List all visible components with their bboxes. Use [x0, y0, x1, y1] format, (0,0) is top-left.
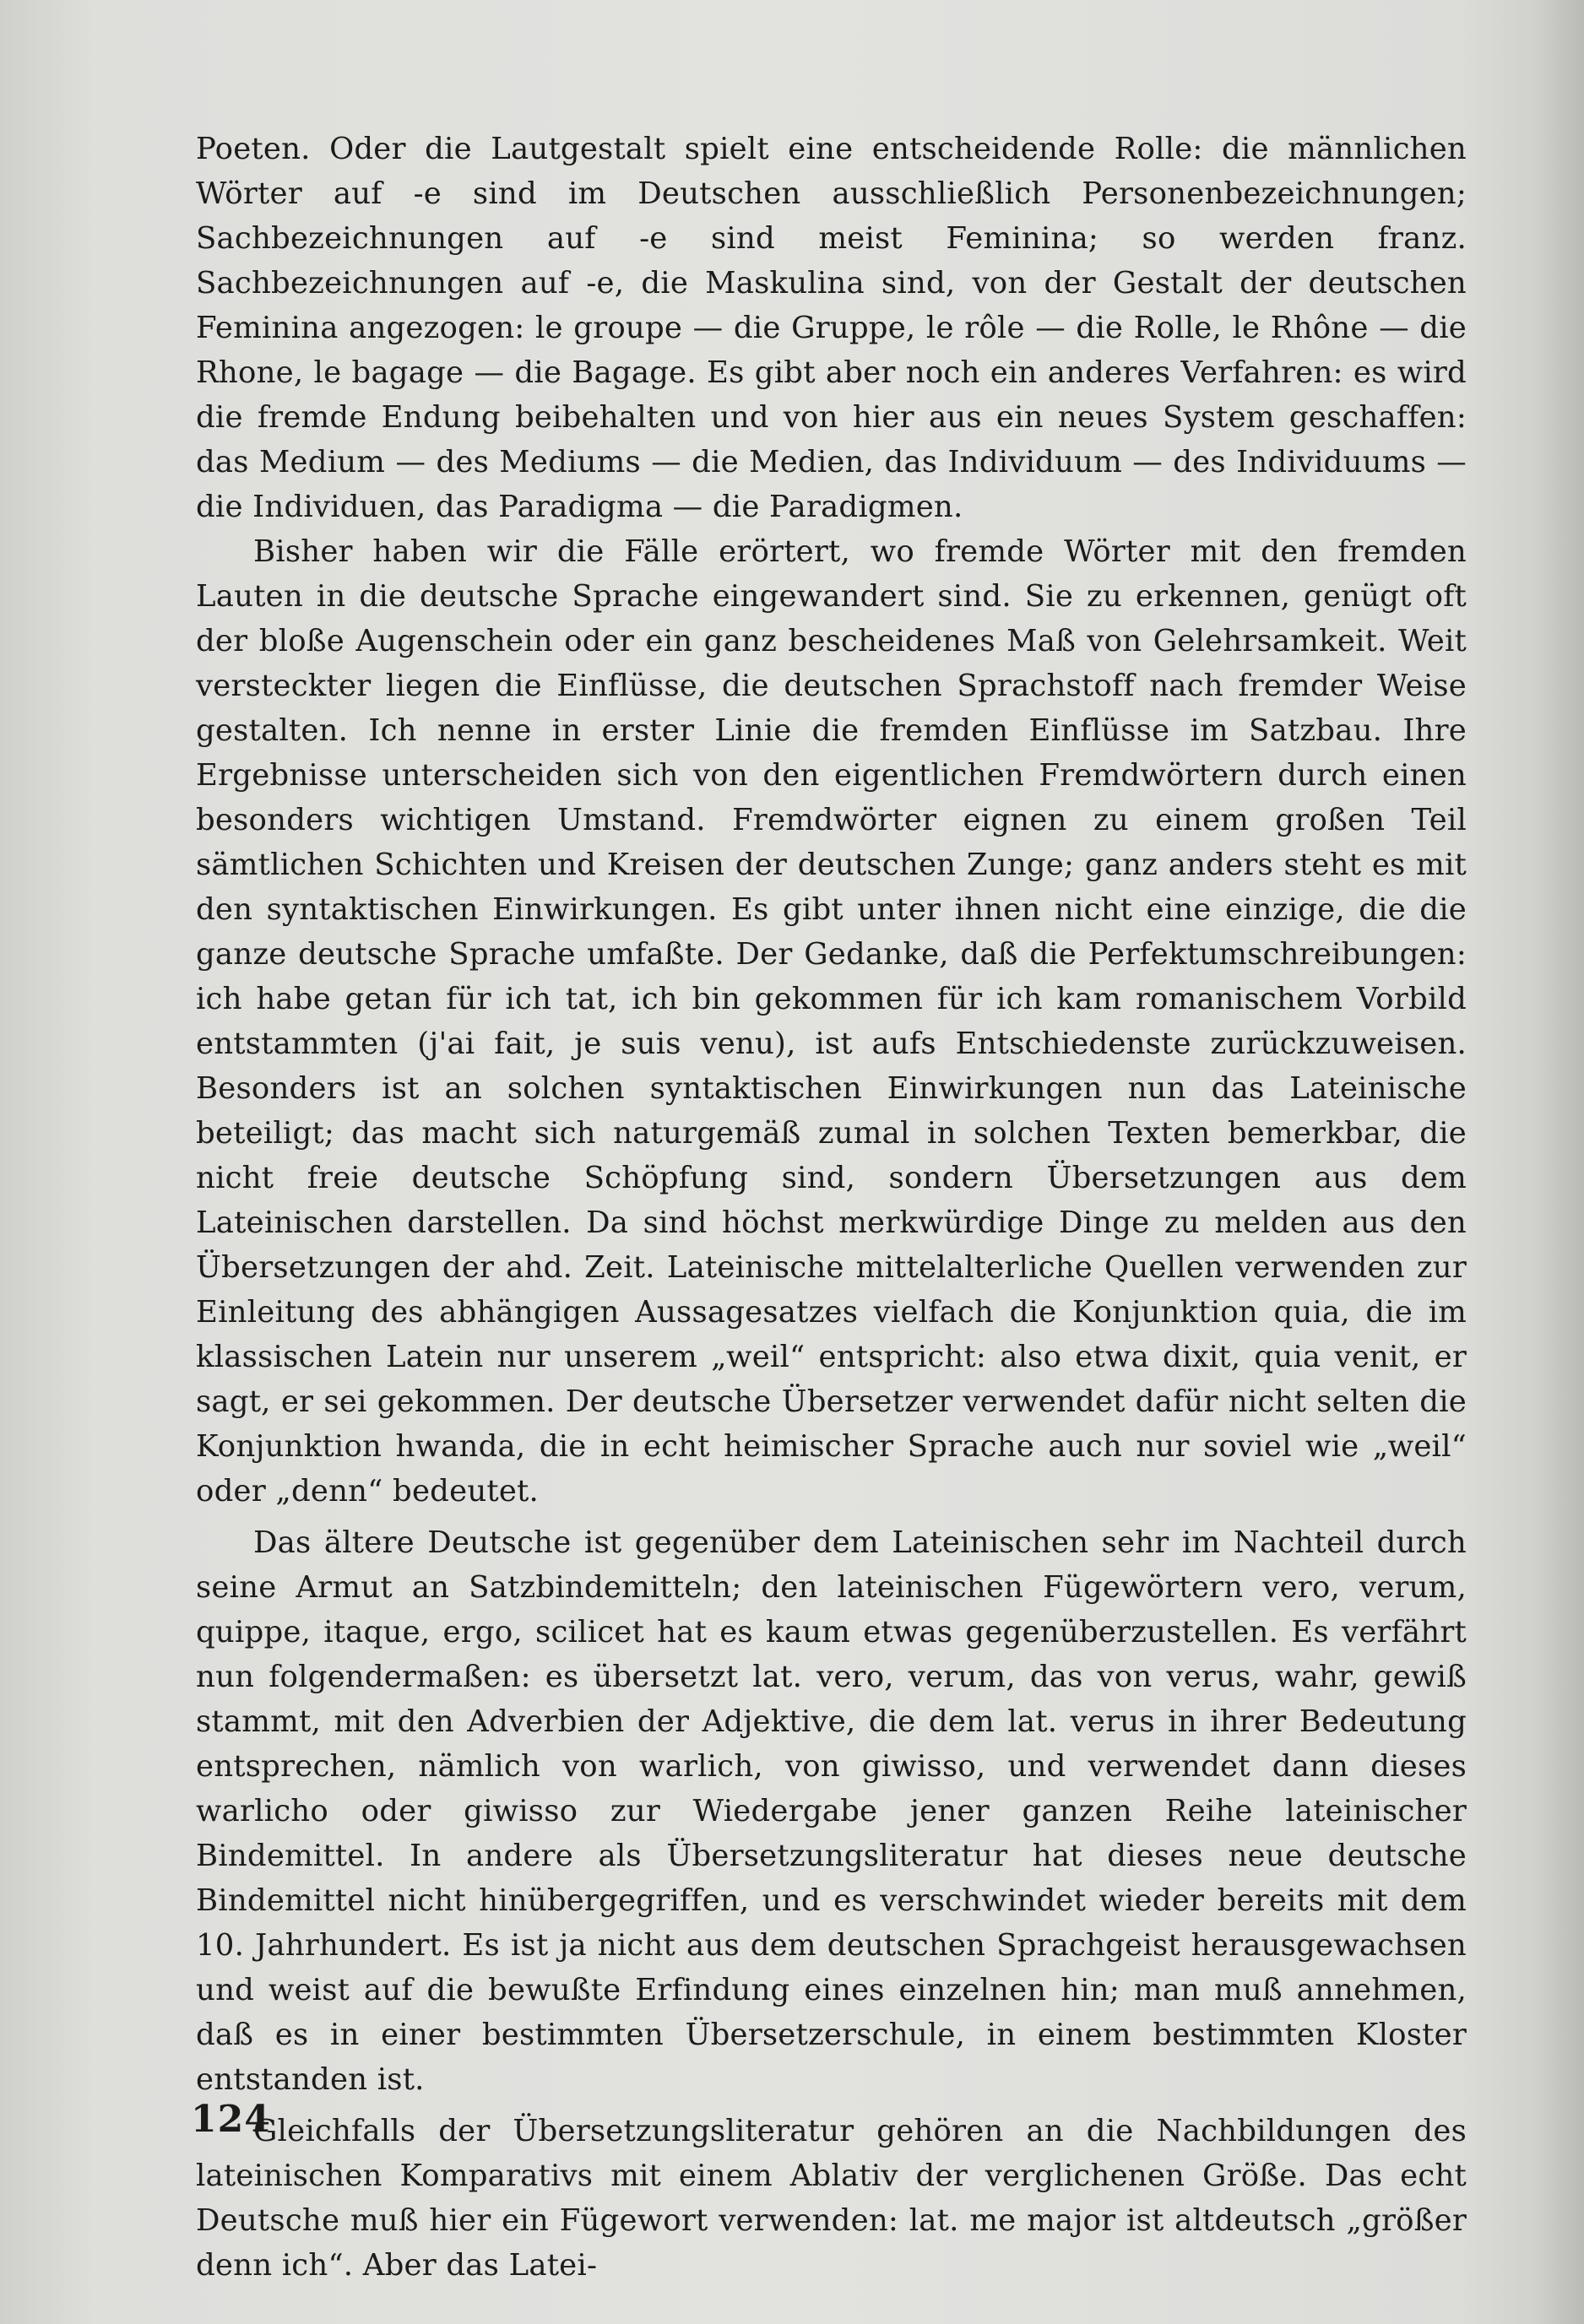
page-body-text	[196, 127, 1467, 2288]
paragraph-4: Gleichfalls der Übersetzungsliteratur gehören an die Nachbildungen des lateinischen Komparativs mit einem Ablativ der verglichenen Größe. Das echt Deutsche muß hier ein Fügewort verwenden: lat. me major ist altdeutsch „größer denn ich“. Aber das Latei-	[196, 2114, 1467, 2283]
paragraph-3: Das ältere Deutsche ist gegenüber dem Lateinischen sehr im Nachteil durch seine Armut an Satzbindemitteln; den lateinischen Fügewörtern vero, verum, quippe, itaque, ergo, scilicet hat es kaum etwas gegenüberzustellen. Es verfährt nun folgendermaßen: es übersetzt lat. vero, verum, das von verus, wahr, gewiß stammt, mit den Adverbien der Adjektive, die dem lat. verus in ihrer Bedeutung entsprechen, nämlich von warlich, von giwisso, und verwendet dann dieses warlicho oder giwisso zur Wiedergabe jener ganzen Reihe lateinischer Bindemittel. In andere als Übersetzungsliteratur hat dieses neue deutsche Bindemittel nicht hinübergegriffen, und es verschwindet wieder bereits mit dem 10. Jahrhundert. Es ist ja nicht aus dem deutschen Sprachgeist herausgewachsen und weist auf die bewußte Erfindung eines einzelnen hin; man muß annehmen, daß es in einer bestimmten Übersetzerschule, in einem bestimmten Kloster entstanden ist.	[196, 1525, 1467, 2097]
paragraph-1: Poeten. Oder die Lautgestalt spielt eine entscheidende Rolle: die männlichen Wörter auf -e sind im Deutschen ausschließlich Personenbezeichnungen; Sachbezeichnungen auf -e sind meist Feminina; so werden franz. Sachbezeichnungen auf -e, die Maskulina sind, von der Gestalt der deutschen Feminina angezogen: le groupe — die Gruppe, le rôle — die Rolle, le Rhône — die Rhone, le bagage — die Bagage. Es gibt aber noch ein anderes Verfahren: es wird die fremde Endung beibehalten und von hier aus ein neues System geschaffen: das Medium — des Mediums — die Medien, das Individuum — des Individuums — die Individuen, das Paradigma — die Paradigmen.	[196, 132, 1467, 524]
paragraph-2: Bisher haben wir die Fälle erörtert, wo fremde Wörter mit den fremden Lauten in die deutsche Sprache eingewandert sind. Sie zu erkennen, genügt oft der bloße Augenschein oder ein ganz bescheidenes Maß von Gelehrsamkeit. Weit versteckter liegen die Einflüsse, die deutschen Sprachstoff nach fremder Weise gestalten. Ich nenne in erster Linie die fremden Einflüsse im Satzbau. Ihre Ergebnisse unterscheiden sich von den eigentlichen Fremdwörtern durch einen besonders wichtigen Umstand. Fremdwörter eignen zu einem großen Teil sämtlichen Schichten und Kreisen der deutschen Zunge; ganz anders steht es mit den syntaktischen Einwirkungen. Es gibt unter ihnen nicht eine einzige, die die ganze deutsche Sprache umfaßte. Der Gedanke, daß die Perfektumschreibungen: ich habe getan für ich tat, ich bin gekommen für ich kam romanischem Vorbild entstammten (j'ai fait, je suis venu), ist aufs Entschiedenste zurückzuweisen. Besonders ist an solchen syntaktischen Einwirkungen nun das Lateinische beteiligt; das macht sich naturgemäß zumal in solchen Texten bemerkbar, die nicht freie deutsche Schöpfung sind, sondern Übersetzungen aus dem Lateinischen darstellen. Da sind höchst merkwürdige Dinge zu melden aus den Übersetzungen der ahd. Zeit. Lateinische mittelalterliche Quellen verwenden zur Einleitung des abhängigen Aussagesatzes vielfach die Konjunktion quia, die im klassischen Latein nur unserem „weil“ entspricht: also etwa dixit, quia venit, er sagt, er sei gekommen. Der deutsche Übersetzer verwendet dafür nicht selten die Konjunktion hwanda, die in echt heimischer Sprache auch nur soviel wie „weil“ oder „denn“ bedeutet.	[196, 534, 1467, 1509]
page-number: 124	[191, 2098, 271, 2141]
page-gutter-shadow	[1533, 0, 1584, 2324]
